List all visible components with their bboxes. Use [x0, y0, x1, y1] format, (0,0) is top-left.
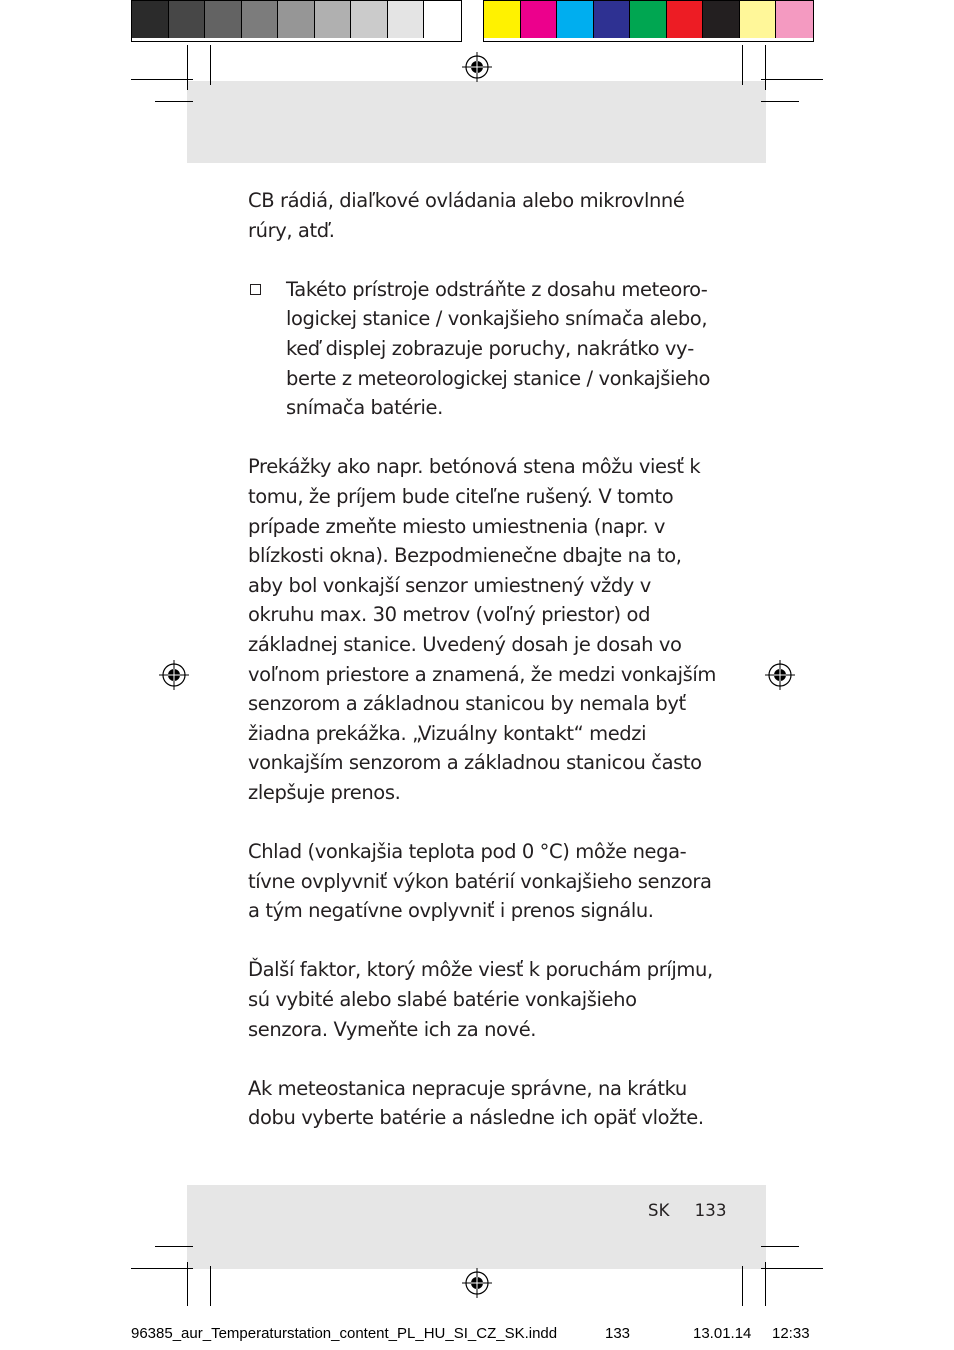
color-swatch — [667, 1, 704, 38]
paragraph: Ak meteostanica nepracuje správne, na krátku dobu vyberte batérie a následne ich opäť vložte. — [248, 1076, 704, 1130]
slug-time: 12:33 — [772, 1325, 810, 1342]
crop-mark — [742, 1266, 743, 1306]
color-swatch — [132, 1, 169, 38]
page-number-value: 133 — [694, 1201, 727, 1220]
color-swatch — [205, 1, 242, 38]
crop-mark — [210, 45, 211, 85]
crop-mark — [761, 1246, 799, 1247]
crop-mark — [131, 79, 193, 80]
color-swatch — [242, 1, 279, 38]
page-number — [648, 1201, 727, 1220]
crop-mark — [761, 1268, 823, 1269]
crop-mark — [210, 1266, 211, 1306]
bullet-text: Takéto prístroje odstráňte z dosahu meteorologickej stanice / vonkajšieho snímača alebo, keď displej zobrazuje poruchy, nakrátko vyberte z meteorologickej stanice / vonkajšieho snímača batérie. — [286, 277, 711, 420]
footer-band — [187, 1185, 766, 1269]
grayscale-color-bar — [131, 0, 462, 42]
crop-mark — [187, 1262, 188, 1306]
crop-mark — [761, 101, 799, 102]
bullet-item — [248, 275, 718, 423]
registration-mark-icon — [462, 1268, 492, 1298]
registration-mark-icon — [462, 52, 492, 82]
slug-page: 133 — [605, 1325, 631, 1342]
process-color-bar — [483, 0, 814, 42]
color-swatch — [169, 1, 206, 38]
color-swatch — [776, 1, 813, 38]
paragraph: CB rádiá, diaľkové ovládania alebo mikrovlnné rúry, atď. — [248, 189, 685, 242]
header-band — [187, 81, 766, 163]
color-swatch — [557, 1, 594, 38]
paragraph: Ďalší faktor, ktorý môže viesť k poruchám príjmu, sú vybité alebo slabé batérie vonkajšieho senzora. Vymeňte ich za nové. — [248, 958, 713, 1041]
crop-mark — [765, 45, 766, 90]
crop-mark — [765, 1262, 766, 1306]
color-swatch — [278, 1, 315, 38]
crop-mark — [742, 45, 743, 85]
color-swatch — [388, 1, 425, 38]
slug-filename: 96385_aur_Temperaturstation_content_PL_HU_SI_CZ_SK.indd — [131, 1325, 558, 1342]
color-swatch — [351, 1, 388, 38]
crop-mark — [131, 1268, 193, 1269]
color-swatch — [315, 1, 352, 38]
color-swatch — [424, 1, 461, 38]
crop-mark — [155, 101, 193, 102]
color-swatch — [484, 1, 521, 38]
registration-mark-icon — [765, 660, 795, 690]
color-swatch — [630, 1, 667, 38]
color-swatch — [594, 1, 631, 38]
language-code: SK — [648, 1201, 670, 1220]
registration-mark-icon — [159, 660, 189, 690]
color-swatch — [703, 1, 740, 38]
square-bullet-icon — [250, 284, 261, 295]
color-swatch — [740, 1, 777, 38]
crop-mark — [187, 45, 188, 90]
body-text — [248, 186, 718, 1163]
crop-mark — [155, 1246, 193, 1247]
paragraph: Prekážky ako napr. betónová stena môžu viesť k tomu, že príjem bude citeľne rušený. V tomto prípade zmeňte miesto umiestnenia (napr. v blízkosti okna). Bezpodmienečne dbajte na to, aby bol vonkajší senzor umiestnený vždy v okruhu max. 30 metrov (voľný priestor) od základnej stanice. Uvedený dosah je dosah vo voľnom priestore a znamená, že medzi vonkajším senzorom a základnou stanicou by nemala byť žiadna prekážka. „Vizuálny kontakt“ medzi vonkajším senzorom a základnou stanicou často zlepšuje prenos. — [248, 455, 716, 804]
color-swatch — [521, 1, 558, 38]
slug-date: 13.01.14 — [693, 1325, 752, 1342]
crop-mark — [761, 79, 823, 80]
paragraph: Chlad (vonkajšia teplota pod 0 °C) môže negatívne ovplyvniť výkon batérií vonkajšieho senzora a tým negatívne ovplyvniť i prenos signálu. — [248, 840, 712, 923]
